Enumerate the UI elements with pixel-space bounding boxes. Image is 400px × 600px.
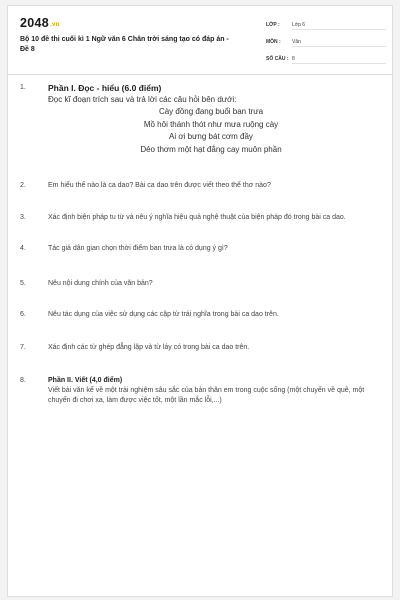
meta-row-class [266,20,386,37]
question-number: 1. [20,84,26,91]
poem-line: Dẻo thơm một hạt đắng cay muôn phần [140,144,282,154]
question-text: Xác định các từ ghép đẳng lập và từ láy có trong bài ca dao trên. [48,344,250,351]
question-instruction: Đọc kĩ đoạn trích sau và trả lời các câu hỏi bên dưới: [48,95,237,104]
meta-underline [292,29,386,30]
question-number: 7. [20,344,26,351]
question-body [48,376,370,406]
meta-value: Văn [292,39,301,45]
question-text: Tác giả dân gian chọn thời điểm ban trưa là có dụng ý gì? [48,245,228,252]
question-number: 4. [20,245,26,252]
question-text: Nêu nội dung chính của văn bản? [48,280,153,287]
question-number: 6. [20,311,26,318]
meta-value: Lớp 6 [292,22,306,28]
meta-label: SỐ CÂU : [266,56,289,62]
question-body [48,83,370,156]
meta-row-count [266,54,386,71]
meta-underline [292,46,386,47]
meta-value: 8 [292,56,295,62]
page-header [20,16,382,71]
meta-label: LỚP : [266,22,280,28]
poem-line: Ai ơi bưng bát cơm đầy [169,132,253,141]
exam-title: Bộ 10 đề thi cuối kì 1 Ngữ văn 6 Chân trời sáng tạo có đáp án - Đề 8 [20,36,229,53]
question-number: 2. [20,182,26,189]
exam-page [7,5,393,597]
site-logo[interactable] [20,16,60,30]
logo-text: 2048 [20,16,50,30]
question-number: 8. [20,377,26,384]
question-text: Nêu tác dụng của việc sử dụng các cặp từ trái nghĩa trong bài ca dao trên. [48,311,279,318]
question-text: Em hiểu thế nào là ca dao? Bài ca dao trên được viết theo thể thơ nào? [48,182,271,189]
section-heading: Phần II. Viết (4,0 điểm) [48,377,123,384]
poem [48,106,370,156]
meta-row-subject [266,37,386,54]
meta-underline [292,63,386,64]
meta-label: MÔN : [266,39,281,45]
exam-meta [266,20,386,71]
poem-line: Mồ hôi thánh thót như mưa ruộng cày [143,119,279,129]
poem-line: Cày đồng đang buổi ban trưa [158,107,264,116]
section-heading: Phần I. Đọc - hiểu (6.0 điểm) [48,83,162,93]
question-text: Xác định biện pháp tu từ và nêu ý nghĩa hiệu quả nghệ thuật của biện pháp đó trong bài ca dao. [48,214,346,221]
logo-suffix: .vn [50,22,60,28]
question-number: 5. [20,280,26,287]
question-text: Viết bài văn kể về một trải nghiệm sâu sắc của bản thân em trong cuộc sống (một chuyến về quê, một chuyến đi chơi xa, làm được việc tốt, một lần mắc lỗi,...) [48,387,365,404]
header-divider [8,74,392,75]
question-number: 3. [20,214,26,221]
